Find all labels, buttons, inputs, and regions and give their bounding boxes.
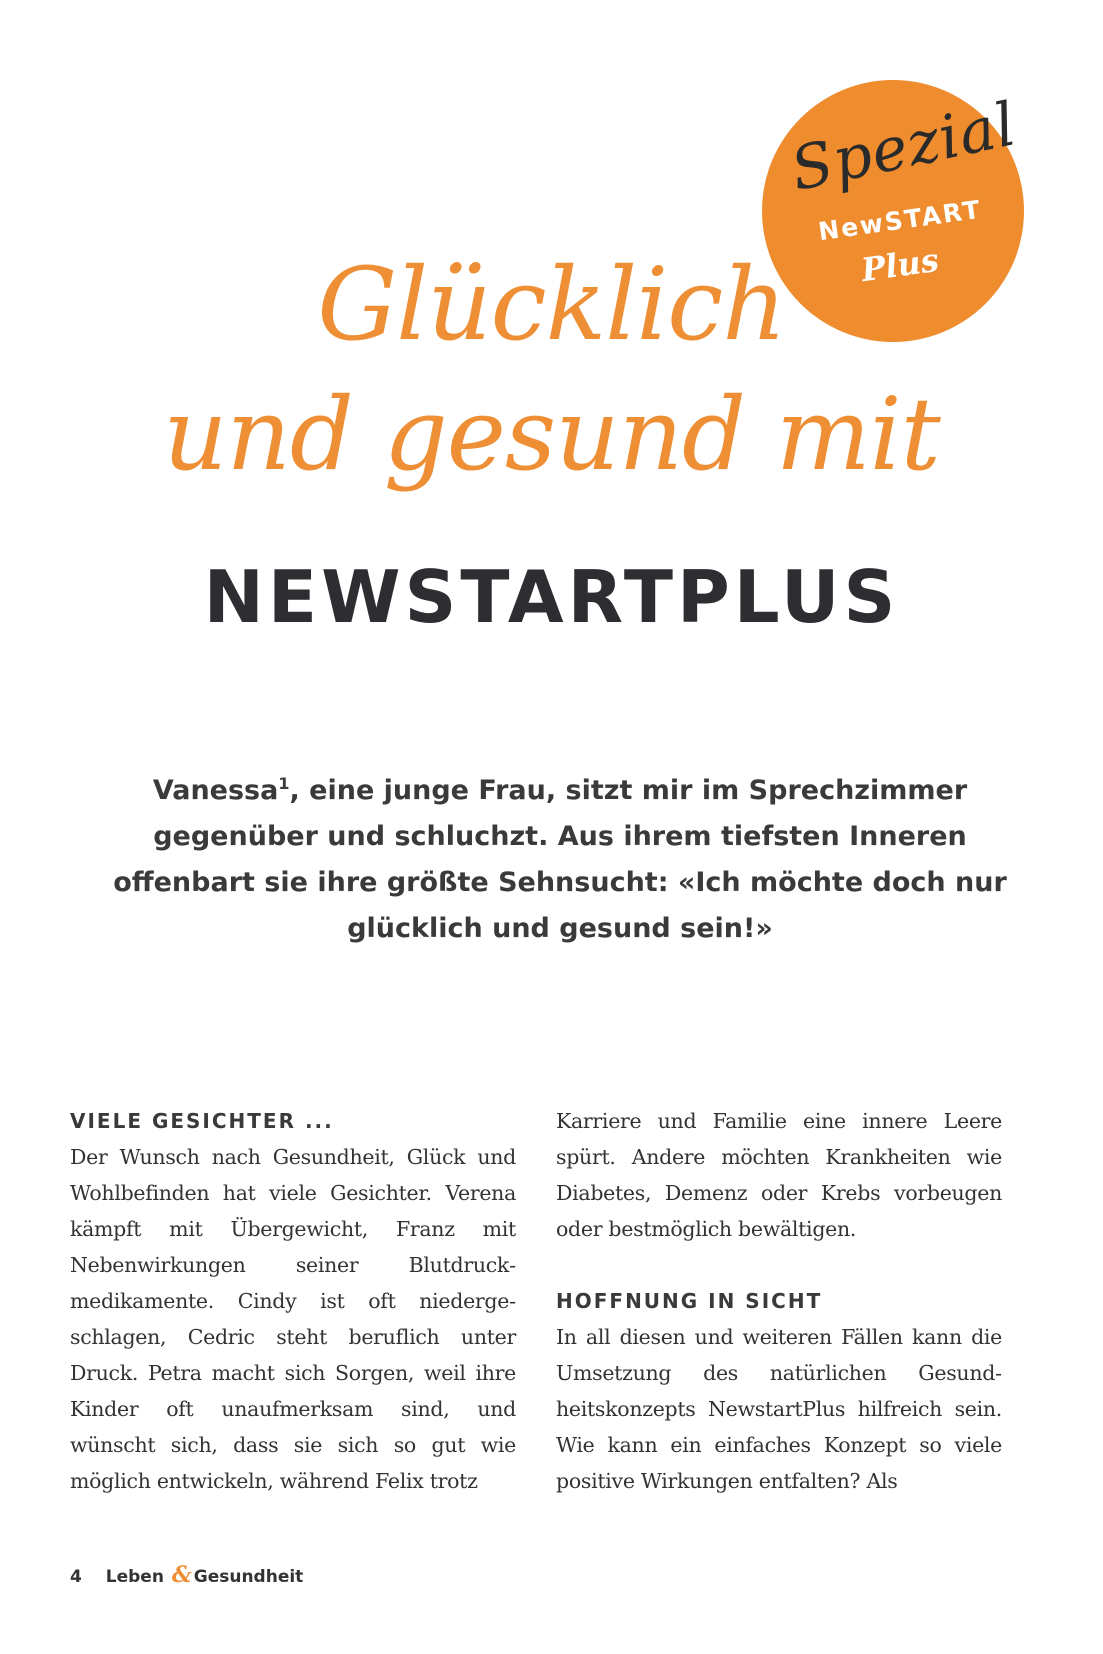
body-column-right	[556, 1103, 1002, 1499]
magazine-name-part-2: Gesundheit	[193, 1567, 304, 1587]
section-1-text: Der Wunsch nach Gesundheit, Glück und Wohlbefinden hat viele Gesichter. Verena kämpft mit Übergewicht, Franz mit Nebenwirkungen seiner Blutdruckmedikamente. Cindy ist oft niedergeschlagen, Cedric steht beruflich unter Druck. Petra macht sich Sorgen, weil ihre Kinder oft unaufmerksam sind, und wünscht sich, dass sie sich so gut wie möglich entwickeln, während Felix trotz	[70, 1145, 516, 1493]
lead-paragraph	[100, 768, 1020, 952]
section-heading-viele-gesichter: VIELE GESICHTER ...	[70, 1109, 334, 1133]
magazine-name-part-1: Leben	[105, 1567, 164, 1587]
body-column-left	[70, 1103, 516, 1499]
magazine-ampersand: &	[171, 1562, 192, 1588]
badge-brand-text: NewSTART	[816, 194, 984, 247]
lead-name: Vanessa	[152, 775, 279, 806]
section-heading-hoffnung: HOFFNUNG IN SICHT	[556, 1289, 823, 1313]
page-footer	[70, 1562, 303, 1588]
badge-script-text: Spezial	[785, 89, 1023, 206]
section-2-paragraph: In all diesen und weiteren Fällen kann die Umsetzung des natürlichen Gesundheitskonzepts NewstartPlus hilfreich sein. Wie kann ein einfaches Konzept so viele positive Wirkungen entfalten? Als	[556, 1325, 1002, 1493]
section-gap	[556, 1247, 1002, 1283]
headline-script-line-2: und gesund mit	[163, 376, 940, 493]
page-title: NEWSTARTPLUS	[203, 555, 900, 639]
page-number: 4	[70, 1567, 82, 1587]
footnote-marker: 1	[278, 774, 290, 793]
section-1-paragraph	[70, 1139, 516, 1499]
headline-script-line-1: Glücklich	[317, 246, 786, 363]
badge-plus-text: Plus	[858, 240, 942, 290]
section-1-continuation: Karriere und Familie eine innere Leere spürt. Andere möchten Krankheiten wie Diabetes, Demenz oder Krebs vorbeugen oder bestmöglich bewältigen.	[556, 1109, 1002, 1241]
lead-text: , eine junge Frau, sitzt mir im Sprechzimmer gegenüber und schluchzt. Aus ihrem tiefsten Inneren offenbart sie ihre größte Sehnsucht: «Ich möchte doch nur glücklich und gesund sein!»	[113, 775, 1007, 944]
